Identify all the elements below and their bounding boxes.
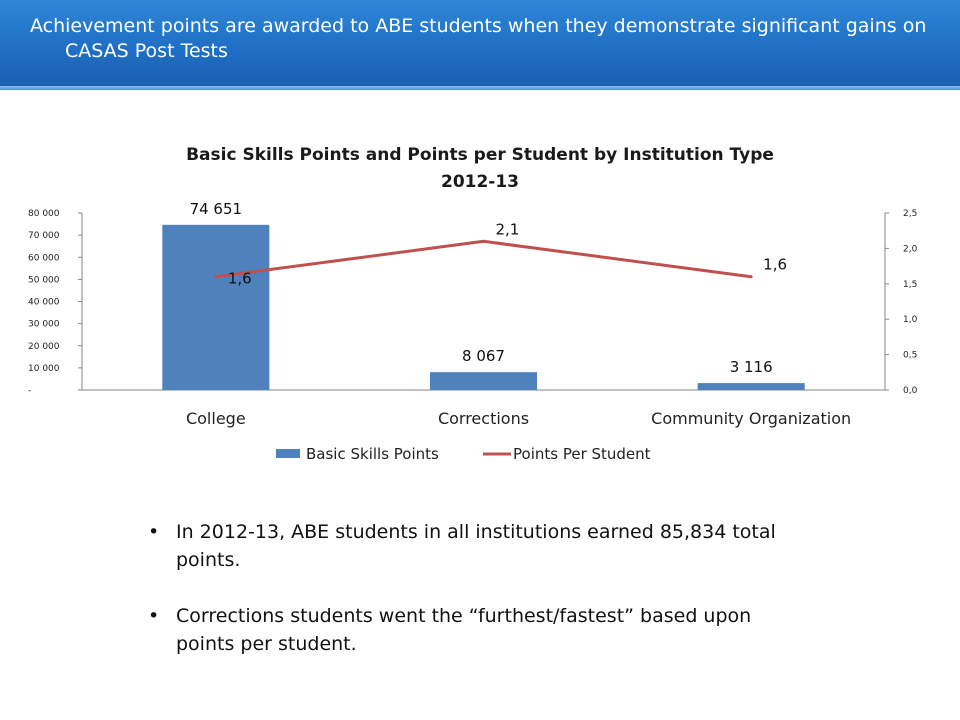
y-left-tick-label: 60 000 [28, 253, 60, 264]
slide-title: Achievement points are awarded to ABE students when they demonstrate significant gains on CASAS Post Tests [30, 15, 927, 62]
bar [162, 225, 269, 390]
bar-value-label: 8 067 [462, 347, 505, 366]
bullet-text: In 2012-13, ABE students in all institutions earned 85,834 total points. [176, 521, 776, 571]
line-value-label: 1,6 [227, 269, 252, 288]
bullet-marker: • [148, 605, 160, 627]
y-left-tick-label: - [28, 386, 32, 396]
legend-label: Points Per Student [513, 445, 651, 463]
x-tick-label: Corrections [437, 409, 530, 428]
legend-swatch-bar [276, 449, 300, 458]
y-right-tick-label: 1,5 [903, 279, 918, 290]
bar-value-label: 74 651 [189, 199, 243, 218]
line-value-label: 2,1 [495, 220, 520, 239]
chart-title: Basic Skills Points and Points per Student by Institution Type [186, 145, 774, 165]
bullet-list [148, 518, 808, 686]
y-right-tick-label: 2,5 [903, 209, 918, 219]
line-point [482, 240, 485, 243]
y-left-tick-label: 40 000 [28, 297, 60, 308]
y-left-tick-label: 70 000 [28, 231, 60, 242]
y-right-tick-label: 2,0 [903, 244, 918, 255]
bullet-marker: • [148, 521, 160, 543]
y-right-tick-label: 1,0 [903, 315, 918, 326]
bar-value-label: 3 116 [729, 358, 773, 377]
bar [698, 383, 805, 390]
y-right-tick-label: 0,5 [903, 350, 918, 361]
y-left-tick-label: 30 000 [28, 319, 60, 330]
bar [430, 372, 537, 390]
y-left-tick-label: 20 000 [28, 341, 60, 352]
x-tick-label: College [185, 409, 246, 428]
legend-label: Basic Skills Points [306, 445, 439, 463]
bullet-item [148, 602, 808, 658]
chart-subtitle: 2012-13 [440, 172, 520, 192]
line-point [214, 275, 217, 278]
y-left-tick-label: 50 000 [28, 275, 60, 286]
line-point [750, 275, 753, 278]
line-value-label: 1,6 [763, 255, 788, 274]
bullet-text: Corrections students went the “furthest/fastest” based upon points per student. [176, 605, 752, 655]
y-right-tick-label: 0,0 [903, 386, 918, 396]
y-left-tick-label: 80 000 [28, 209, 60, 219]
y-left-tick-label: 10 000 [28, 363, 60, 374]
line-series [216, 241, 751, 276]
x-tick-label: Community Organization [651, 409, 852, 428]
bullet-item [148, 518, 808, 574]
